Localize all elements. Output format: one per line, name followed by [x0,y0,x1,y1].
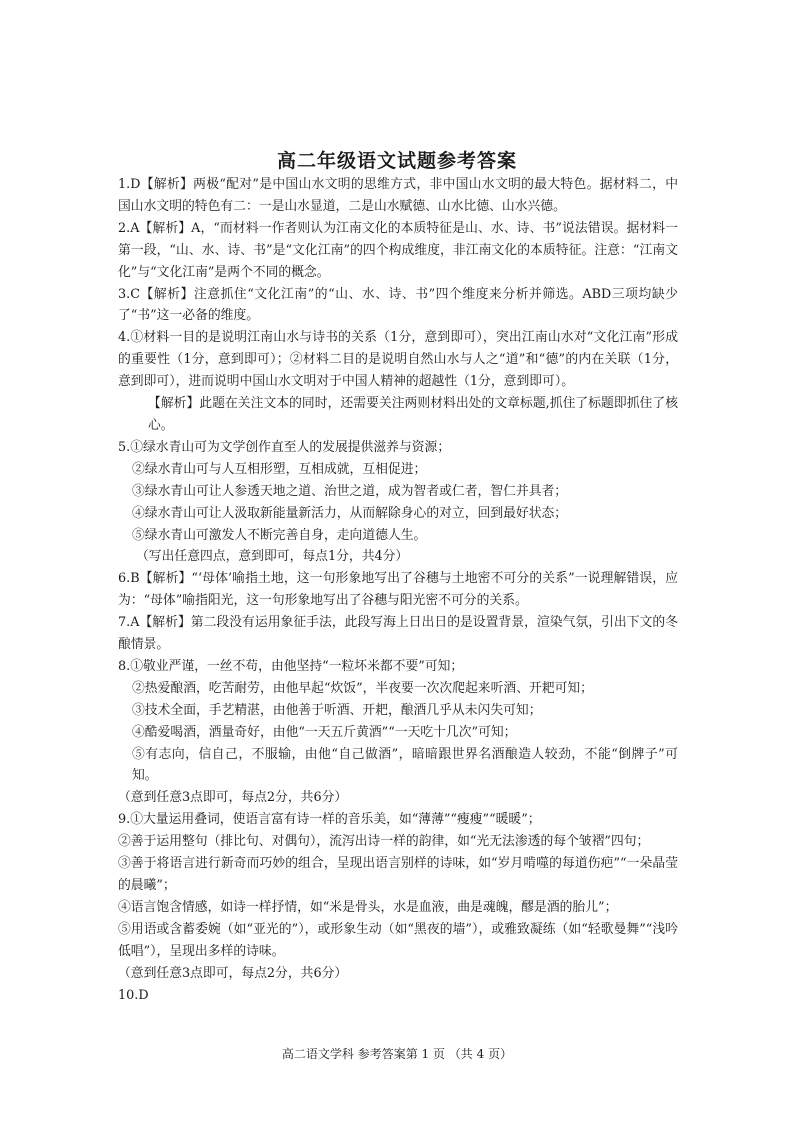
answer-5: 5.①绿水青山可为文学创作直至人的发展提供滋养与资源； [118,439,451,455]
answer-10: 10.D [118,987,149,1003]
answer-6: 6.B【解析】“‘母体’喻指土地，这一句形象地写出了谷穗与土地密不可分的关系”一说理解错误，应为：“母体”喻指阳光，这一句形象地写出了谷穗与阳光密不可分的关系。 [118,571,678,609]
answer-9-point-5: ⑤用语或含蓄委婉（如“亚光的”），或形象生动（如“黑夜的墙”），或雅致凝练（如“轻歌曼舞”“浅吟低唱”），呈现出多样的诗味。 [118,921,678,959]
answer-5-point-4: ④绿水青山可让人汲取新能量新活力，从而解除身心的对立，回到最好状态； [132,505,568,521]
answer-content [118,174,678,1006]
answer-2: 2.A【解析】A，“而材料一作者则认为江南文化的本质特征是山、水、诗、书”说法错误。据材料一第一段，“山、水、诗、书”是“文化江南”的四个构成维度，非江南文化的本质特征。注意：“江南文化”与“文化江南”是两个不同的概念。 [118,220,678,280]
answer-9: 9.①大量运用叠词，使语言富有诗一样的音乐美，如“薄薄”“瘦瘦”“暖暖”； [118,812,541,828]
page-footer: 高二语文学科 参考答案第 1 页 （共 4 页） [281,1047,513,1061]
answer-9-point-2: ②善于运用整句（排比句、对偶句），流泻出诗一样的韵律，如“光无法渗透的每个皱褶”四句； [118,834,650,850]
answer-8-point-2: ②热爱酿酒，吃苦耐劳，由他早起“炊饭”，半夜要一次次爬起来听酒、开耙可知； [132,680,593,696]
answer-4-note: 【解析】此题在关注文本的同时，还需要关注两则材料出处的文章标题,抓住了标题即抓住了核心。 [148,396,678,433]
answer-5-point-2: ②绿水青山可与人互相形塑，互相成就，互相促进； [132,461,427,477]
answer-7: 7.A【解析】第二段没有运用象征手法，此段写海上日出日的是设置背景，渲染气氛，引出下文的冬酿情景。 [118,615,678,653]
answer-8-point-4: ④酷爱喝酒，酒量奇好，由他“一天五斤黄酒”“一天吃十几次”可知； [132,724,517,740]
answer-8: 8.①敬业严谨，一丝不苟，由他坚持“一粒坏米都不要”可知； [118,658,464,674]
answer-9-point-4: ④语言饱含情感，如诗一样抒情，如“米是骨头，水是血液，曲是魂魄，醪是酒的胎儿”； [118,899,618,915]
answer-4: 4.①材料一目的是说明江南山水与诗书的关系（1分，意到即可），突出江南山水对“文化江南”形成的重要性（1分，意到即可）；②材料二目的是说明自然山水与人之“道”和“德”的内在关联（1分，意到即可），进而说明中国山水文明对于中国人精神的超越性（1分，意到即可）。 [118,330,678,390]
answer-1: 1.D【解析】两极“配对”是中国山水文明的思维方式，非中国山水文明的最大特色。据材料二，中国山水文明的特色有二：一是山水显道，二是山水赋德、山水比德、山水兴德。 [118,177,678,214]
answer-8-point-3: ③技术全面，手艺精湛，由他善于听酒、开耙，酿酒几乎从未闪失可知； [132,702,542,718]
answer-5-point-5: ⑤绿水青山可激发人不断完善自身，走向道德人生。 [132,527,427,543]
answer-8-point-5: ⑤有志向，信自己，不服输，由他“自己做酒”，暗暗跟世界名酒酿造人较劲，不能“倒牌子”可知。 [132,746,678,784]
answer-9-note: （意到任意3点即可，每点2分，共6分） [118,965,348,981]
answer-5-note: （写出任意四点，意到即可，每点1分，共4分） [136,549,409,565]
page-title: 高二年级语文试题参考答案 [276,150,517,172]
answer-9-point-3: ③善于将语言进行新奇而巧妙的组合，呈现出语言别样的诗味，如“岁月啃噬的每道伤疤”“一朵晶莹的晨曦”； [118,856,678,893]
answer-3: 3.C【解析】注意抓住“文化江南”的“山、水、诗、书”四个维度来分析并筛选。ABD三项均缺少了“书”这一必备的维度。 [118,286,678,324]
answer-5-point-3: ③绿水青山可让人参透天地之道、治世之道，成为智者或仁者，智仁并具者； [132,483,568,499]
answer-8-note: （意到任意3点即可，每点2分，共6分） [118,790,348,806]
